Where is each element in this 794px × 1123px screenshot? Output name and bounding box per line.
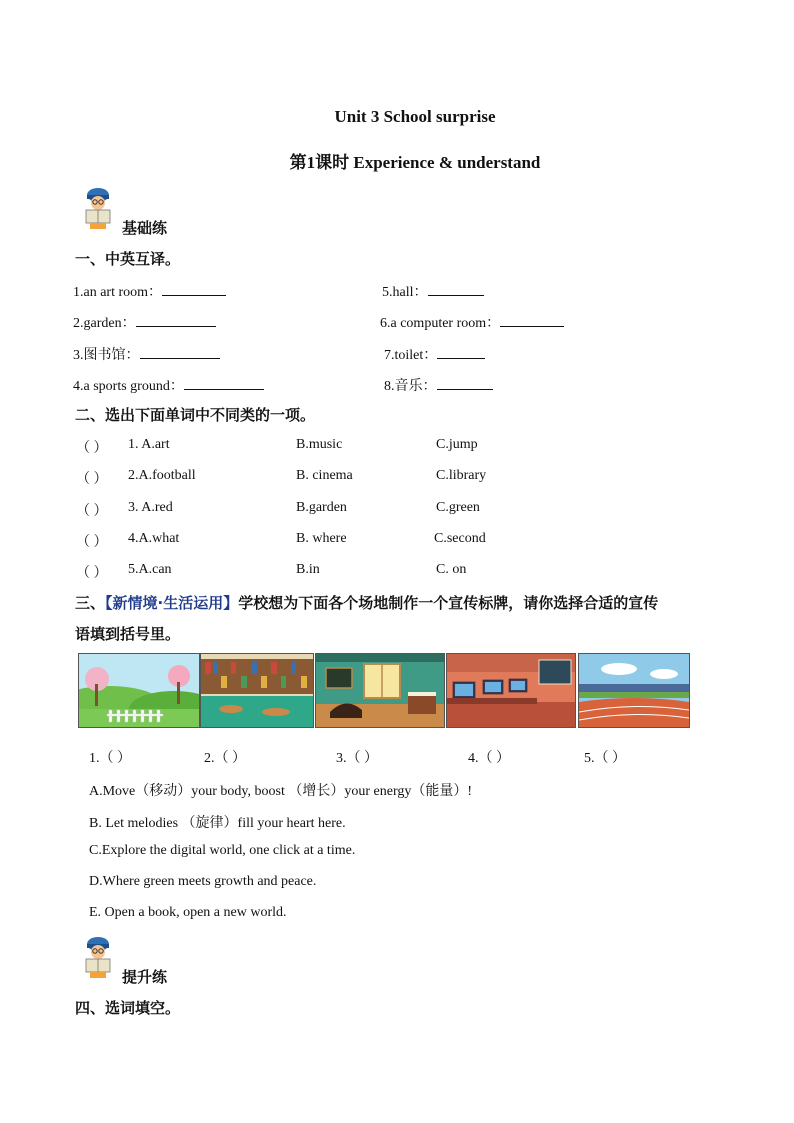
- q4-blank[interactable]: [184, 377, 264, 390]
- q6-blank[interactable]: [500, 314, 564, 327]
- q8-line: 8.音乐：: [384, 375, 493, 395]
- q1-line: 1.an art room：: [73, 281, 226, 301]
- slogan-option-c: C.Explore the digital world, one click at a time.: [89, 843, 356, 858]
- slogan-option-b: B. Let melodies （旋律）fill your heart here.: [89, 816, 346, 831]
- q8-blank[interactable]: [437, 377, 493, 390]
- row2-option-b: B. cinema: [296, 468, 353, 483]
- q3-line: 3.图书馆：: [73, 344, 220, 364]
- picture1-answer[interactable]: 1.（ ）: [89, 751, 131, 766]
- row3-paren[interactable]: （ ）: [76, 504, 108, 519]
- reading-boy-icon: [80, 185, 116, 231]
- slogan-option-a: A.Move（移动）your body, boost （增长）your energy（能量）!: [89, 784, 473, 799]
- section2-heading: 二、选出下面单词中不同类的一项。: [75, 406, 316, 424]
- picture3-answer[interactable]: 3.（ ）: [336, 751, 378, 766]
- q5-blank[interactable]: [428, 283, 484, 296]
- q1-blank[interactable]: [162, 283, 226, 296]
- library-picture: [200, 653, 314, 728]
- section4-heading: 四、选词填空。: [75, 999, 181, 1017]
- garden-picture: [78, 653, 200, 728]
- row5-paren[interactable]: （ ）: [76, 566, 108, 581]
- section1-heading: 一、中英互译。: [75, 250, 181, 268]
- row4-option-b: B. where: [296, 531, 347, 546]
- row3-option-c: C.green: [436, 500, 480, 515]
- row1-option-c: C.jump: [436, 437, 478, 452]
- row4-paren[interactable]: （ ）: [76, 535, 108, 550]
- reading-boy-icon: [80, 934, 116, 980]
- row2-paren[interactable]: （ ）: [76, 472, 108, 487]
- q4-line: 4.a sports ground：: [73, 375, 264, 395]
- q7-blank[interactable]: [437, 346, 485, 359]
- q5-line: 5.hall：: [382, 281, 484, 301]
- picture4-answer[interactable]: 4.（ ）: [468, 751, 510, 766]
- row5-option-a: 5.A.can: [128, 562, 172, 577]
- row5-option-c: C. on: [436, 562, 467, 577]
- basic-practice-label: 基础练: [122, 219, 168, 237]
- picture2-answer[interactable]: 2.（ ）: [204, 751, 246, 766]
- row1-option-b: B.music: [296, 437, 343, 452]
- row1-paren[interactable]: （ ）: [76, 441, 108, 456]
- picture5-answer[interactable]: 5.（ ）: [584, 751, 626, 766]
- sports-ground-picture: [578, 653, 690, 728]
- advanced-practice-label: 提升练: [122, 968, 168, 986]
- row4-option-a: 4.A.what: [128, 531, 180, 546]
- row3-option-b: B.garden: [296, 500, 347, 515]
- section3-heading-line2: 语填到括号里。: [75, 625, 181, 643]
- q2-blank[interactable]: [136, 314, 216, 327]
- q2-line: 2.garden：: [73, 312, 216, 332]
- page-title: Unit 3 School surprise: [334, 107, 496, 126]
- section3-heading: 三、【新情境·生活运用】学校想为下面各个场地制作一个宣传标牌，请你选择合适的宣传: [75, 594, 659, 612]
- row2-option-c: C.library: [436, 468, 487, 483]
- row5-option-b: B.in: [296, 562, 320, 577]
- slogan-option-d: D.Where green meets growth and peace.: [89, 874, 317, 889]
- row3-option-a: 3. A.red: [128, 500, 173, 515]
- slogan-option-e: E. Open a book, open a new world.: [89, 905, 287, 920]
- computer-room-picture: [446, 653, 576, 728]
- q6-line: 6.a computer room：: [380, 312, 564, 332]
- q7-line: 7.toilet：: [384, 344, 485, 364]
- page-subtitle: 第1课时 Experience & understand: [289, 153, 541, 172]
- q3-blank[interactable]: [140, 346, 220, 359]
- row4-option-c: C.second: [434, 531, 486, 546]
- row2-option-a: 2.A.football: [128, 468, 196, 483]
- new-context-tag: 【新情境·生活运用】: [105, 594, 239, 612]
- music-room-picture: [315, 653, 445, 728]
- row1-option-a: 1. A.art: [128, 437, 170, 452]
